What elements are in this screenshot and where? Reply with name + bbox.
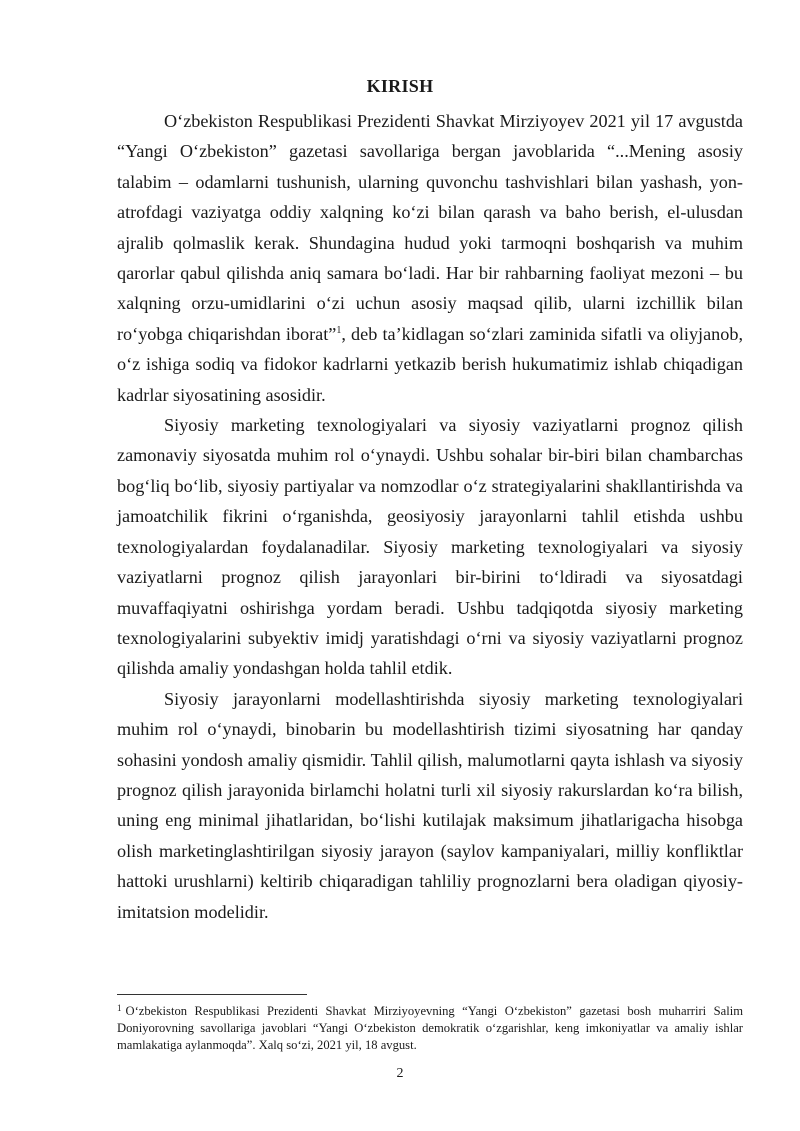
- body-text: [117, 106, 743, 927]
- paragraph-1: [117, 106, 743, 410]
- section-heading: KIRISH: [366, 76, 434, 96]
- footnote: [117, 1003, 743, 1054]
- paragraph-1-text: O‘zbekiston Respublikasi Prezidenti Shavkat Mirziyoyev 2021 yil 17 avgustda “Yangi O‘zbekiston” gazetasi savollariga bergan javoblarida “...Mening asosiy talabim – odamlarni tushunish, ularning quvonchu tashvishlari bilan yashash, yon-atrofdagi vaziyatga oddiy xalqning ko‘zi bilan qarash va baho berish, el-ulusdan ajralib qolmaslik kerak. Shundagina hudud yoki tarmoqni boshqarish va muhim qarorlar qabul qilishda aniq samara bo‘ladi. Har bir rahbarning faoliyat mezoni – bu xalqning orzu-umidlarini o‘zi uchun asosiy maqsad qilib, ularni izchillik bilan ro‘yobga chiqarishdan iborat”: [117, 111, 743, 344]
- page-number: 2: [396, 1066, 404, 1081]
- paragraph-1-continuation: , deb ta’kidlagan so‘zlari zaminida sifatli va oliyjanob, o‘z ishiga sodiq va fidokor kadrlarni yetkazib berish hukumatimiz ishlab chiqadigan kadrlar siyosatining asosidir.: [117, 323, 743, 405]
- paragraph-2: Siyosiy marketing texnologiyalari va siyosiy vaziyatlarni prognoz qilish zamonaviy siyosatda muhim rol o‘ynaydi. Ushbu sohalar bir-biri bilan chambarchas bog‘liq bo‘lib, siyosiy partiyalar va nomzodlar o‘z strategiyalarini shakllantirishda va jamoatchilik fikrini o‘rganishda, geosiyosiy jarayonlarni tahlil etishda ushbu texnologiyalardan foydalanadilar. Siyosiy marketing texnologiyalari va siyosiy vaziyatlarni prognoz qilish jarayonlari bir-birini to‘ldiradi va siyosatdagi muvaffaqiyatni oshirishga yordam beradi. Ushbu tadqiqotda siyosiy marketing texnologiyalarini subyektiv imidj yaratishdagi o‘rni va siyosiy vaziyatlarni prognoz qilishda amaliy yondashgan holda tahlil etdik.: [117, 415, 743, 679]
- footnote-text: O‘zbekiston Respublikasi Prezidenti Shavkat Mirziyoyevning “Yangi O‘zbekiston” gazetasi bosh muharriri Salim Doniyorovning savollariga javoblari “Yangi O‘zbekiston demokratik o‘zgarishlar, keng imkoniyatlar va amaliy ishlar mamlakatiga aylanmoqda”. Xalq so‘zi, 2021 yil, 18 avgust.: [117, 1004, 743, 1052]
- paragraph-3: Siyosiy jarayonlarni modellashtirishda siyosiy marketing texnologiyalari muhim rol o‘ynaydi, binobarin bu modellashtirish tizimi siyosatning har qanday sohasini yondosh amaliy qismidir. Tahlil qilish, malumotlarni qayta ishlash va siyosiy prognoz qilish jarayonida birlamchi holatni turli xil siyosiy rakurslardan ko‘ra bilish, uning eng minimal jihatlaridan, bo‘lishi kutilajak maksimum jihatlarigacha hisobga olish marketinglashtirilgan siyosiy jarayon (saylov kampaniyalari, milliy konfliktlar hattoki urushlarni) keltirib chiqaradigan tahliliy prognozlarni bera oladigan qiyosiy-imitatsion modelidir.: [117, 688, 743, 922]
- footnote-separator: [117, 994, 307, 995]
- footnote-reference[interactable]: 1: [336, 324, 342, 336]
- footnote-marker: 1: [117, 1003, 122, 1013]
